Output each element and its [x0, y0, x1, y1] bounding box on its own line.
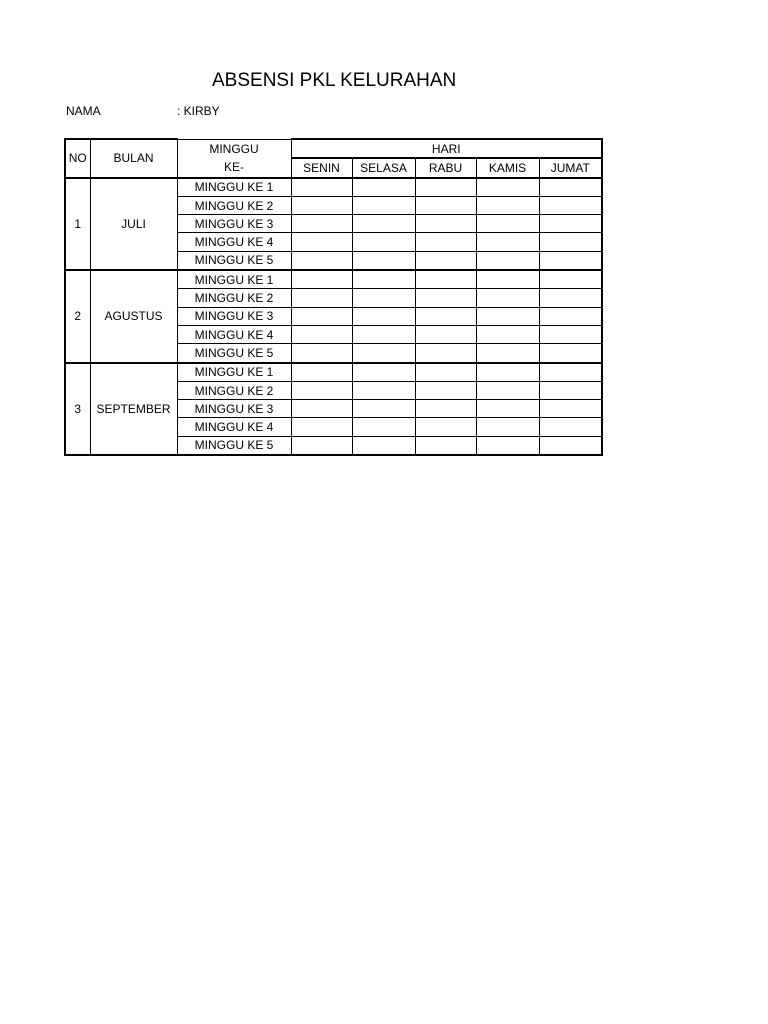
attendance-cell[interactable] — [415, 400, 476, 418]
attendance-cell[interactable] — [291, 289, 352, 307]
attendance-cell[interactable] — [291, 418, 352, 436]
week-label: MINGGU KE 3 — [177, 215, 291, 233]
attendance-cell[interactable] — [476, 270, 539, 289]
attendance-cell[interactable] — [415, 196, 476, 214]
month-no: 2 — [65, 270, 90, 362]
attendance-cell[interactable] — [352, 325, 415, 343]
page-title: ABSENSI PKL KELURAHAN — [212, 70, 457, 91]
header-bulan: BULAN — [90, 139, 177, 178]
attendance-cell[interactable] — [291, 400, 352, 418]
attendance-cell[interactable] — [415, 325, 476, 343]
week-label: MINGGU KE 4 — [177, 418, 291, 436]
attendance-cell[interactable] — [476, 363, 539, 382]
attendance-cell[interactable] — [539, 233, 602, 251]
attendance-cell[interactable] — [415, 251, 476, 270]
attendance-cell[interactable] — [415, 178, 476, 197]
attendance-cell[interactable] — [539, 196, 602, 214]
week-label: MINGGU KE 1 — [177, 363, 291, 382]
attendance-cell[interactable] — [352, 215, 415, 233]
week-label: MINGGU KE 5 — [177, 344, 291, 363]
attendance-cell[interactable] — [476, 418, 539, 436]
attendance-cell[interactable] — [476, 344, 539, 363]
month-no: 3 — [65, 363, 90, 455]
week-label: MINGGU KE 4 — [177, 325, 291, 343]
attendance-cell[interactable] — [352, 251, 415, 270]
attendance-cell[interactable] — [415, 307, 476, 325]
attendance-cell[interactable] — [291, 307, 352, 325]
attendance-cell[interactable] — [352, 381, 415, 399]
attendance-cell[interactable] — [352, 270, 415, 289]
attendance-cell[interactable] — [415, 381, 476, 399]
attendance-cell[interactable] — [476, 381, 539, 399]
attendance-cell[interactable] — [352, 418, 415, 436]
header-day-jumat: JUMAT — [539, 158, 602, 177]
attendance-cell[interactable] — [415, 289, 476, 307]
attendance-cell[interactable] — [352, 196, 415, 214]
attendance-table — [64, 138, 603, 456]
attendance-cell[interactable] — [539, 325, 602, 343]
attendance-cell[interactable] — [539, 381, 602, 399]
attendance-cell[interactable] — [539, 418, 602, 436]
attendance-cell[interactable] — [291, 381, 352, 399]
attendance-cell[interactable] — [352, 400, 415, 418]
attendance-cell[interactable] — [415, 418, 476, 436]
attendance-cell[interactable] — [476, 325, 539, 343]
attendance-cell[interactable] — [415, 344, 476, 363]
attendance-cell[interactable] — [291, 344, 352, 363]
attendance-cell[interactable] — [291, 363, 352, 382]
attendance-cell[interactable] — [352, 363, 415, 382]
attendance-cell[interactable] — [352, 233, 415, 251]
week-label: MINGGU KE 2 — [177, 289, 291, 307]
attendance-cell[interactable] — [539, 215, 602, 233]
week-label: MINGGU KE 3 — [177, 400, 291, 418]
attendance-cell[interactable] — [352, 344, 415, 363]
header-day-selasa: SELASA — [352, 158, 415, 177]
attendance-cell[interactable] — [291, 178, 352, 197]
attendance-cell[interactable] — [415, 233, 476, 251]
header-minggu-line1: MINGGU — [177, 139, 291, 158]
attendance-cell[interactable] — [539, 270, 602, 289]
header-day-kamis: KAMIS — [476, 158, 539, 177]
attendance-cell[interactable] — [539, 400, 602, 418]
week-label: MINGGU KE 3 — [177, 307, 291, 325]
week-label: MINGGU KE 1 — [177, 178, 291, 197]
attendance-cell[interactable] — [415, 270, 476, 289]
attendance-cell[interactable] — [291, 436, 352, 455]
attendance-cell[interactable] — [291, 215, 352, 233]
header-no: NO — [65, 139, 90, 178]
attendance-cell[interactable] — [291, 196, 352, 214]
attendance-cell[interactable] — [476, 307, 539, 325]
attendance-cell[interactable] — [476, 178, 539, 197]
attendance-cell[interactable] — [291, 233, 352, 251]
attendance-cell[interactable] — [476, 215, 539, 233]
attendance-cell[interactable] — [539, 344, 602, 363]
attendance-cell[interactable] — [476, 251, 539, 270]
attendance-cell[interactable] — [539, 307, 602, 325]
week-label: MINGGU KE 2 — [177, 196, 291, 214]
attendance-cell[interactable] — [415, 215, 476, 233]
attendance-cell[interactable] — [352, 178, 415, 197]
attendance-cell[interactable] — [415, 436, 476, 455]
month-name: JULI — [90, 178, 177, 270]
attendance-cell[interactable] — [352, 289, 415, 307]
week-label: MINGGU KE 5 — [177, 251, 291, 270]
attendance-cell[interactable] — [352, 307, 415, 325]
month-no: 1 — [65, 178, 90, 270]
attendance-cell[interactable] — [291, 270, 352, 289]
attendance-cell[interactable] — [291, 251, 352, 270]
header-day-rabu: RABU — [415, 158, 476, 177]
attendance-cell[interactable] — [352, 436, 415, 455]
week-label: MINGGU KE 5 — [177, 436, 291, 455]
month-name: AGUSTUS — [90, 270, 177, 362]
week-label: MINGGU KE 4 — [177, 233, 291, 251]
attendance-cell[interactable] — [539, 436, 602, 455]
attendance-cell[interactable] — [415, 363, 476, 382]
attendance-cell[interactable] — [291, 325, 352, 343]
attendance-cell[interactable] — [476, 233, 539, 251]
attendance-cell[interactable] — [539, 289, 602, 307]
header-minggu-line2: KE- — [177, 158, 291, 177]
attendance-cell[interactable] — [539, 178, 602, 197]
attendance-cell[interactable] — [476, 289, 539, 307]
week-label: MINGGU KE 2 — [177, 381, 291, 399]
attendance-cell[interactable] — [476, 400, 539, 418]
attendance-cell[interactable] — [476, 196, 539, 214]
header-hari: HARI — [291, 139, 602, 158]
attendance-cell[interactable] — [476, 436, 539, 455]
month-name: SEPTEMBER — [90, 363, 177, 455]
header-day-senin: SENIN — [291, 158, 352, 177]
name-label: NAMA — [66, 104, 101, 118]
attendance-cell[interactable] — [539, 363, 602, 382]
name-value: : KIRBY — [177, 104, 220, 118]
week-label: MINGGU KE 1 — [177, 270, 291, 289]
attendance-cell[interactable] — [539, 251, 602, 270]
